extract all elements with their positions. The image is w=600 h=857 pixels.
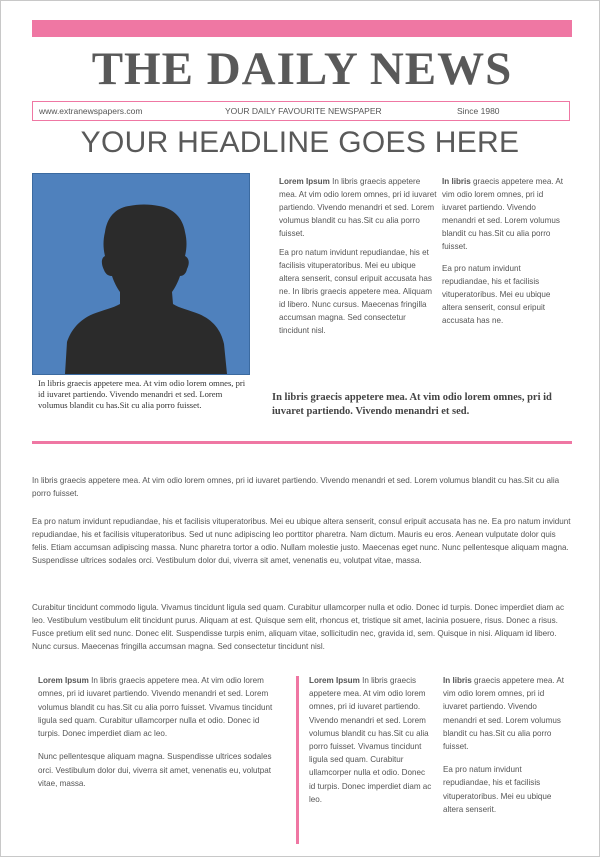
body-paragraph-3: Curabitur tincidunt commodo ligula. Vivamus tincidunt ligula sed quam. Curabitur ullamcorper nulla et odio. Donec id turpis. Donec imperdiet diam ac leo. Vestibulum vestibulum elit tincidunt purus. Aliquam at est. Quisque sem elit, rhoncus et, tristique sit amet, lacinia posuere, risus. Donec a risus. Fusce pretium elit sed nunc. Donec elit. Suspendisse turpis enim, aliquam vitae, sollicitudin nec, gravida id, sem. Quisque in nisi. Aliquam id libero. Nunc cursus. Maecenas fringilla accumsan magna. Sed consectetur tincidunt nisl. — [32, 603, 565, 651]
bottom-right-paragraph-1 — [443, 674, 567, 753]
photo-placeholder — [32, 173, 250, 375]
bottom-left-text-1: In libris graecis appetere mea. At vim odio lorem omnes, pri id iuvaret partiendo. Vivendo menandri et sed. Lorem volumus blandit cu has.Sit cu alia porro fuisset. Vivamus tincidunt ligula sed quam. Curabitur ullamcorper nulla et odio. Donec id turpis. Donec imperdiet diam ac leo. — [38, 676, 273, 739]
bottom-left-lead: Lorem Ipsum — [38, 676, 89, 685]
top-column-middle — [279, 175, 437, 347]
bottom-right-text-1: graecis appetere mea. At vim odio lorem omnes, pri id iuvaret partiendo. Vivendo menandri et sed. Lorem volumus blandit cu has.Sit cu alia porro fuisset. — [443, 676, 565, 752]
top-right-paragraph-1 — [442, 175, 566, 253]
bottom-right-paragraph-2: Ea pro natum invidunt repudiandae, his et facilisis vituperatoribus. Mei eu ubique altera senserit. — [443, 765, 552, 814]
bottom-column-right — [443, 674, 567, 826]
pull-quote: In libris graecis appetere mea. At vim odio lorem omnes, pri id iuvaret partiendo. Vivendo menandri et sed. — [272, 392, 552, 417]
photo-caption: In libris graecis appetere mea. At vim odio lorem omnes, pri id iuvaret partiendo. Vivendo menandri et sed. Lorem volumus blandit cu has.Sit cu alia porro fuisset. — [38, 378, 246, 410]
website-text: www.extranewspapers.com — [39, 106, 143, 116]
bottom-mid-text-1: In libris graecis appetere mea. At vim odio lorem omnes, pri id iuvaret partiendo. Vivendo menandri et sed. Lorem volumus blandit cu has.Sit cu alia porro fuisset. Vivamus tincidunt ligula sed quam. Curabitur ullamcorper nulla et odio. Donec id turpis. Donec imperdiet diam ac leo. — [309, 676, 432, 804]
info-bar — [32, 101, 570, 121]
bottom-left-paragraph-2: Nunc pellentesque aliquam magna. Suspendisse ultrices sodales orci. Vestibulum dolor dui, viverra sit amet, venenatis eu, volutpat vitae, massa. — [38, 752, 272, 789]
section-divider — [32, 441, 572, 444]
headline: YOUR HEADLINE GOES HERE — [80, 126, 520, 159]
top-mid-paragraph-2: Ea pro natum invidunt repudiandae, his et facilisis vituperatoribus. Mei eu ubique altera senserit, consul eripuit accusata has ne. In libris graecis appetere mea. Aliquam id libero. Nunc cursus. Maecenas fringilla accumsan magna. Sed consectetur tincidunt nisl. — [279, 248, 432, 335]
body-paragraph-2: Ea pro natum invidunt repudiandae, his et facilisis vituperatoribus. Mei eu ubique altera senserit, consul eripuit accusata has ne. Ea pro natum invidunt repudiandae, his et facilisis vituperatoribus. Sed ut nunc adipiscing leo porttitor pharetra. Nam dictum. Mauris eu eros. Aenean vulputate dolor quis felis. Etiam accumsan adipiscing massa. Nunc pharetra tortor a odio. Nullam molestie justo. Maecenas eget nunc. Nunc pellentesque aliquam magna. Suspendisse ultrices sodales orci. Vestibulum dolor dui, viverra sit amet, venenatis eu, volutpat vitae, massa. — [32, 517, 571, 565]
bottom-mid-paragraph-1 — [309, 674, 433, 806]
top-right-paragraph-2: Ea pro natum invidunt repudiandae, his et facilisis vituperatoribus. Mei eu ubique altera senserit, consul eripuit accusata has ne. — [442, 264, 551, 325]
tagline-text: YOUR DAILY FAVOURITE NEWSPAPER — [225, 106, 382, 116]
since-text: Since 1980 — [457, 106, 500, 116]
bottom-mid-lead: Lorem Ipsum — [309, 676, 360, 685]
top-right-text-1: graecis appetere mea. At vim odio lorem omnes, pri id iuvaret partiendo. Vivendo menandri et sed. Lorem volumus blandit cu has.Sit cu alia porro fuisset. — [442, 177, 564, 251]
bottom-left-paragraph-1 — [38, 674, 282, 740]
top-mid-lead: Lorem Ipsum — [279, 177, 330, 186]
masthead-title: THE DAILY NEWS — [91, 43, 513, 95]
column-divider — [296, 676, 299, 844]
bottom-right-lead: In libris — [443, 676, 472, 685]
top-column-right — [442, 175, 566, 337]
bottom-column-middle — [309, 674, 433, 816]
top-right-lead: In libris — [442, 177, 471, 186]
masthead-top-bar — [32, 20, 572, 37]
bottom-column-left — [38, 674, 282, 800]
top-mid-paragraph-1 — [279, 175, 437, 240]
body-paragraph-1: In libris graecis appetere mea. At vim odio lorem omnes, pri id iuvaret partiendo. Vivendo menandri et sed. Lorem volumus blandit cu has.Sit cu alia porro fuisset. — [32, 476, 560, 498]
top-mid-text-1: In libris graecis appetere mea. At vim odio lorem omnes, pri id iuvaret partiendo. Vivendo menandri et sed. Lorem volumus blandit cu has.Sit cu alia porro fuisset. — [279, 177, 437, 238]
person-silhouette-icon — [33, 174, 249, 374]
